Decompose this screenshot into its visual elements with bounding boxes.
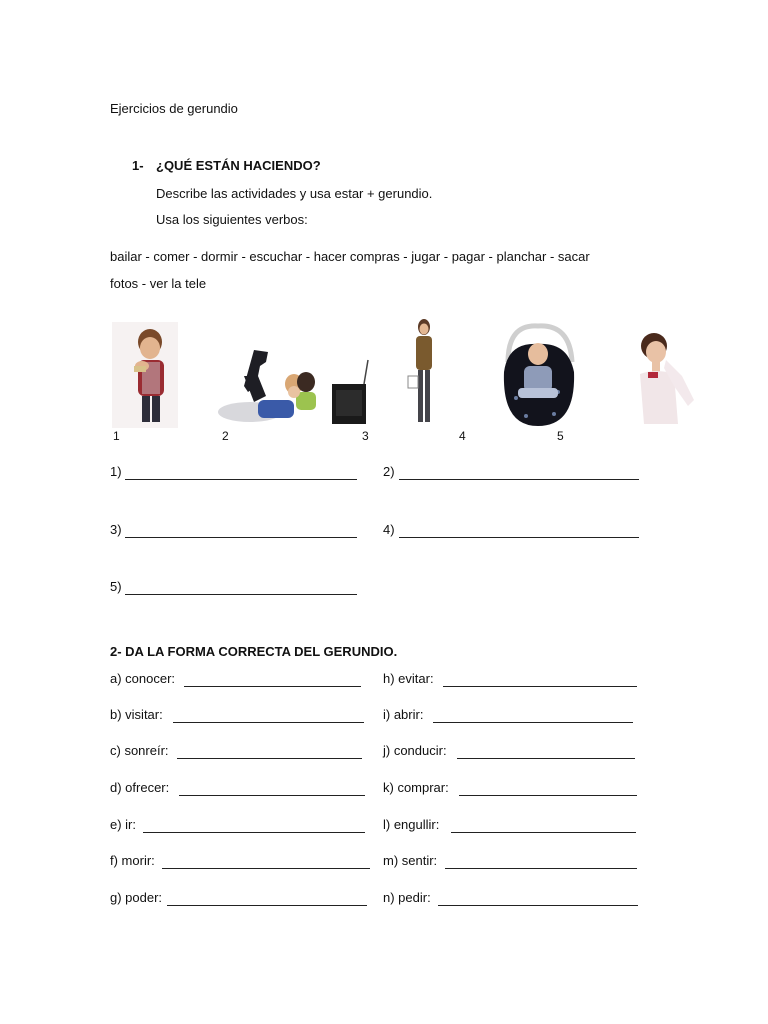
gerund-item-e: e) ir: [110,817,136,832]
gerund-item-c: c) sonreír: [110,743,169,758]
section1-instruction-2: Usa los siguientes verbos: [156,212,308,227]
picture-label: 1 [113,429,120,443]
answer-field-2[interactable] [399,479,639,480]
gerund-item-b: b) visitar: [110,707,163,722]
answer-label-3: 3) [110,522,122,537]
gerund-item-k: k) comprar: [383,780,449,795]
answer-field-1[interactable] [125,479,357,480]
answer-label-5: 5) [110,579,122,594]
gerund-field-c[interactable] [177,758,362,759]
gerund-item-d: d) ofrecer: [110,780,170,795]
section1-number: 1- [132,158,144,173]
gerund-field-m[interactable] [445,868,637,869]
page-title: Ejercicios de gerundio [110,101,238,116]
gerund-field-j[interactable] [457,758,635,759]
gerund-field-d[interactable] [179,795,365,796]
gerund-field-k[interactable] [459,795,637,796]
answer-field-3[interactable] [125,537,357,538]
picture-label: 2 [222,429,229,443]
picture-label: 5 [557,429,564,443]
gerund-field-g[interactable] [167,905,367,906]
boy-eating-icon [112,322,178,428]
gerund-field-b[interactable] [173,722,364,723]
section2-heading: 2- DA LA FORMA CORRECTA DEL GERUNDIO. [110,644,398,659]
section1-instruction-1: Describe las actividades y usa estar + gerundio. [156,186,433,201]
gerund-field-i[interactable] [433,722,633,723]
gerund-item-a: a) conocer: [110,671,176,686]
gerund-item-g: g) poder: [110,890,163,905]
gerund-item-h: h) evitar: [383,671,434,686]
gerund-item-f: f) morir: [110,853,155,868]
answer-field-4[interactable] [399,537,639,538]
gerund-field-n[interactable] [438,905,638,906]
baby-sleeping-icon [498,322,578,428]
gerund-field-e[interactable] [143,832,365,833]
verb-list-line-2: fotos - ver la tele [110,276,207,291]
gerund-item-m: m) sentir: [383,853,438,868]
answer-field-5[interactable] [125,594,357,595]
answer-label-4: 4) [383,522,395,537]
gerund-field-f[interactable] [162,868,370,869]
woman-shopping-icon [406,318,440,428]
gerund-item-j: j) conducir: [383,743,447,758]
gerund-field-a[interactable] [184,686,361,687]
picture-label: 3 [362,429,369,443]
answer-label-2: 2) [383,464,395,479]
picture-label: 4 [459,429,466,443]
woman-listening-icon [630,330,700,426]
gerund-field-h[interactable] [443,686,637,687]
television-icon [330,358,370,426]
answer-label-1: 1) [110,464,122,479]
gerund-item-n: n) pedir: [383,890,431,905]
gerund-item-i: i) abrir: [383,707,424,722]
gerund-field-l[interactable] [451,832,636,833]
gerund-item-l: l) engullir: [383,817,440,832]
girls-lying-icon [214,346,322,424]
section1-heading: ¿QUÉ ESTÁN HACIENDO? [156,158,321,173]
verb-list-line-1: bailar - comer - dormir - escuchar - hacer compras - jugar - pagar - planchar - sacar [110,249,590,264]
